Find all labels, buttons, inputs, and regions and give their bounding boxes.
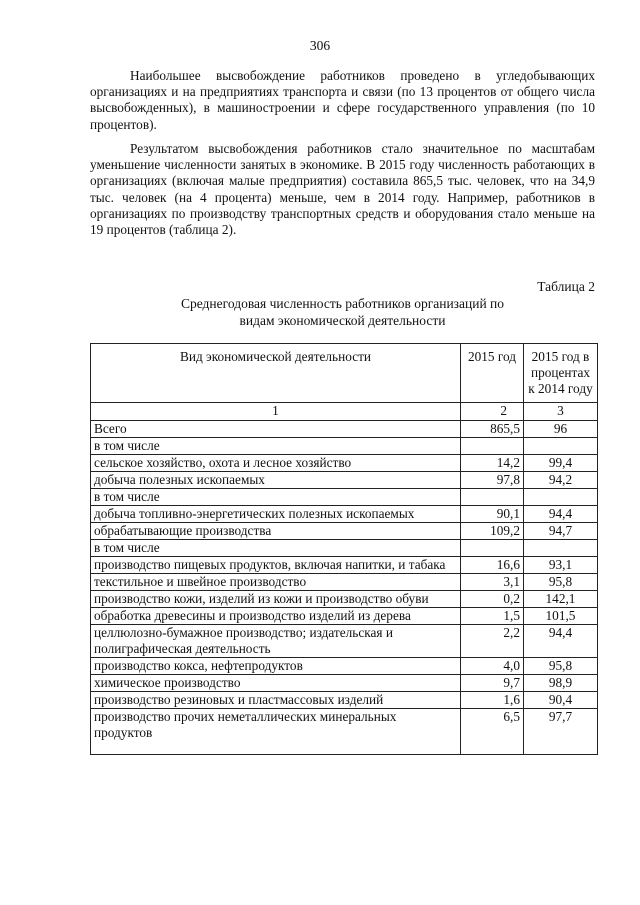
value-2015-cell xyxy=(461,438,524,455)
column-number-2: 2 xyxy=(461,403,524,421)
activity-cell: производство прочих неметаллических минеральных продуктов xyxy=(91,709,461,755)
table-row xyxy=(91,506,598,523)
percent-cell: 90,4 xyxy=(524,692,598,709)
percent-cell: 95,8 xyxy=(524,658,598,675)
table-header-row xyxy=(91,344,598,403)
table-row xyxy=(91,489,598,506)
header-percent: 2015 год в процентах к 2014 году xyxy=(524,344,598,403)
table-row xyxy=(91,709,598,755)
activity-cell: в том числе xyxy=(91,489,461,506)
activity-cell: обработка древесины и производство изделий из дерева xyxy=(91,608,461,625)
value-2015-cell: 1,6 xyxy=(461,692,524,709)
value-2015-cell: 2,2 xyxy=(461,625,524,658)
table-title-line-2: видам экономической деятельности xyxy=(239,312,446,328)
table-row xyxy=(91,421,598,438)
activity-cell: добыча топливно-энергетических полезных ископаемых xyxy=(91,506,461,523)
activity-cell: Всего xyxy=(91,421,461,438)
percent-cell: 101,5 xyxy=(524,608,598,625)
value-2015-cell: 0,2 xyxy=(461,591,524,608)
percent-cell: 142,1 xyxy=(524,591,598,608)
table-title-line-1: Среднегодовая численность работников организаций по xyxy=(180,296,505,311)
table-row xyxy=(91,608,598,625)
activity-cell: производство кокса, нефтепродуктов xyxy=(91,658,461,675)
value-2015-cell: 4,0 xyxy=(461,658,524,675)
page-number: 306 xyxy=(309,38,331,53)
paragraph-1: Наибольшее высвобождение работников проведено в угледобывающих организациях и на предприятиях транспорта и связи (по 13 процентов от общего числа высвобожденных), в машиностроении и сфере государственного управления (по 10 процентов). xyxy=(90,68,595,132)
table-title xyxy=(90,296,595,329)
value-2015-cell: 109,2 xyxy=(461,523,524,540)
column-number-3: 3 xyxy=(524,403,598,421)
percent-cell xyxy=(524,540,598,557)
table-row xyxy=(91,472,598,489)
activity-cell: в том числе xyxy=(91,438,461,455)
activity-cell: производство кожи, изделий из кожи и производство обуви xyxy=(91,591,461,608)
value-2015-cell: 90,1 xyxy=(461,506,524,523)
table-row xyxy=(91,574,598,591)
percent-cell: 94,4 xyxy=(524,506,598,523)
activity-cell: целлюлозно-бумажное производство; издательская и полиграфическая деятельность xyxy=(91,625,461,658)
table-row xyxy=(91,591,598,608)
percent-cell: 93,1 xyxy=(524,557,598,574)
activity-cell: обрабатывающие производства xyxy=(91,523,461,540)
percent-cell: 98,9 xyxy=(524,675,598,692)
activity-cell: сельское хозяйство, охота и лесное хозяйство xyxy=(91,455,461,472)
value-2015-cell: 865,5 xyxy=(461,421,524,438)
table-row xyxy=(91,658,598,675)
percent-cell: 94,7 xyxy=(524,523,598,540)
header-activity: Вид экономической деятельности xyxy=(91,344,461,403)
table-label: Таблица 2 xyxy=(537,279,595,294)
value-2015-cell: 1,5 xyxy=(461,608,524,625)
table-row xyxy=(91,692,598,709)
table-row xyxy=(91,557,598,574)
table-row xyxy=(91,675,598,692)
value-2015-cell xyxy=(461,540,524,557)
paragraph-2: Результатом высвобождения работников стало значительное по масштабам уменьшение численности занятых в экономике. В 2015 году численность работающих в организациях (включая малые предприятия) составила 865,5 тыс. человек, что на 34,9 тыс. человек (на 4 процента) меньше, чем в 2014 году. Например, работников в организациях по производству транспортных средств и оборудования стало меньше на 19 процентов (таблица 2). xyxy=(90,141,595,238)
value-2015-cell: 3,1 xyxy=(461,574,524,591)
activity-cell: добыча полезных ископаемых xyxy=(91,472,461,489)
percent-cell: 95,8 xyxy=(524,574,598,591)
activity-cell: производство пищевых продуктов, включая напитки, и табака xyxy=(91,557,461,574)
percent-cell: 96 xyxy=(524,421,598,438)
value-2015-cell: 6,5 xyxy=(461,709,524,755)
column-number-1: 1 xyxy=(91,403,461,421)
value-2015-cell: 9,7 xyxy=(461,675,524,692)
value-2015-cell: 97,8 xyxy=(461,472,524,489)
value-2015-cell xyxy=(461,489,524,506)
activity-cell: в том числе xyxy=(91,540,461,557)
table-row xyxy=(91,625,598,658)
table-row xyxy=(91,540,598,557)
table-row xyxy=(91,438,598,455)
column-number-row xyxy=(91,403,598,421)
table-row xyxy=(91,523,598,540)
header-2015: 2015 год xyxy=(461,344,524,403)
value-2015-cell: 16,6 xyxy=(461,557,524,574)
employment-table xyxy=(90,343,598,755)
percent-cell xyxy=(524,489,598,506)
percent-cell: 94,2 xyxy=(524,472,598,489)
percent-cell: 97,7 xyxy=(524,709,598,755)
percent-cell xyxy=(524,438,598,455)
value-2015-cell: 14,2 xyxy=(461,455,524,472)
activity-cell: химическое производство xyxy=(91,675,461,692)
percent-cell: 94,4 xyxy=(524,625,598,658)
percent-cell: 99,4 xyxy=(524,455,598,472)
activity-cell: производство резиновых и пластмассовых изделий xyxy=(91,692,461,709)
activity-cell: текстильное и швейное производство xyxy=(91,574,461,591)
table-row xyxy=(91,455,598,472)
